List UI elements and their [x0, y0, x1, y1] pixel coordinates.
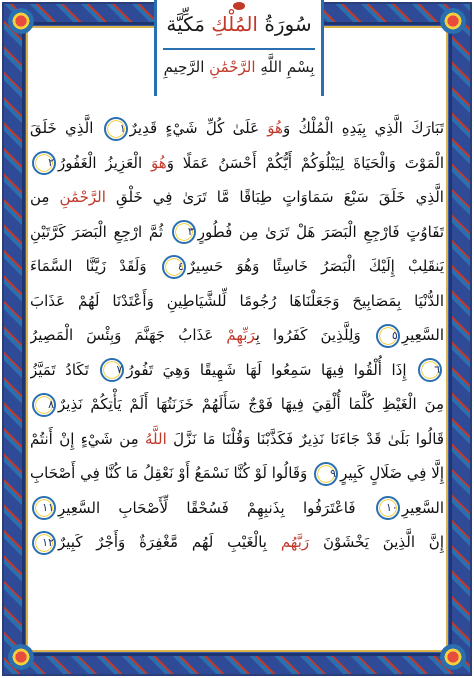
surah-type: مَكِّيَّة	[166, 12, 205, 36]
verse-text: السَّعِيرِ	[401, 326, 444, 344]
verse-text: الَّذِي خَلَقَ سَبْعَ سَمَاوَاتٍ طِبَاقًا مَّا تَرَىٰ فِي خَلْقِ	[105, 188, 444, 206]
verse-text: السَّعِيرِ	[401, 498, 444, 517]
verse-text: عَذَابُ جَهَنَّمَ وَبِئْسَ الْمَصِيرُ	[30, 326, 227, 344]
text-line	[30, 457, 444, 492]
verse-text: وَلَقَدْ زَيَّنَّا السَّمَاءَ	[30, 257, 160, 275]
corner-rosette-icon	[8, 8, 34, 34]
verse-text: تَفَاوُتٍ فَارْجِعِ الْبَصَرَ هَلْ تَرَىٰ مِن فُطُورٍ	[197, 222, 444, 241]
surah-name: المُلْكِ	[211, 12, 258, 36]
ayah-number-marker: ٨	[32, 393, 56, 417]
verse-text: عَلَىٰ كُلِّ شَيْءٍ قَدِيرٌ	[129, 119, 268, 137]
verse-text: ثُمَّ ارْجِعِ الْبَصَرَ كَرَّتَيْنِ	[30, 222, 170, 241]
text-line	[30, 423, 444, 458]
verse-text: الْمَوْتَ وَالْحَيَاةَ لِيَبْلُوَكُمْ أَيُّكُمْ أَحْسَنُ عَمَلًا وَ	[166, 153, 444, 172]
surah-title-prefix: سُورَةُ	[264, 12, 312, 36]
text-line	[30, 250, 444, 285]
text-line	[30, 181, 444, 216]
header-ornament-icon	[233, 2, 245, 10]
header-divider	[163, 48, 315, 50]
verse-text: مِنَ الْغَيْظِ كُلَّمَا أُلْقِيَ فِيهَا فَوْجٌ سَأَلَهُمْ خَزَنَتُهَا أَلَمْ يَأْتِكُمْ نَذِيرٌ	[58, 395, 444, 413]
corner-rosette-icon	[440, 8, 466, 34]
ayah-number-marker: ١٢	[32, 531, 56, 555]
text-line	[30, 216, 444, 251]
basmala-part1: بِسْمِ اللَّهِ	[260, 58, 315, 76]
verse-text: بِالْغَيْبِ لَهُم مَّغْفِرَةٌ وَأَجْرٌ كَبِيرٌ	[58, 533, 281, 551]
divine-name-text: اللَّهُ	[145, 429, 167, 448]
verse-text: الَّذِي خَلَقَ	[30, 119, 102, 137]
divine-name-text: رَبِّهِمْ	[226, 326, 256, 344]
verse-text: يَنقَلِبْ إِلَيْكَ الْبَصَرُ خَاسِئًا وَهُوَ حَسِيرٌ	[187, 257, 444, 275]
verse-text: إِذَا أُلْقُوا فِيهَا سَمِعُوا لَهَا شَهِيقًا وَهِيَ تَفُورُ	[126, 360, 417, 379]
ayah-number-marker: ٦	[418, 358, 442, 382]
divine-name-text: الرَّحْمَٰنِ	[59, 188, 106, 206]
verse-text: تَكَادُ تَمَيَّزُ	[30, 360, 99, 379]
text-line	[30, 285, 444, 320]
text-line	[30, 112, 444, 147]
ayah-number-marker: ١٠	[376, 496, 400, 520]
divine-name-text: هُوَ	[151, 153, 167, 172]
verse-text: إِلَّا فِي ضَلَالٍ كَبِيرٍ	[340, 464, 444, 482]
quran-text-body	[30, 112, 444, 648]
divine-name-text: هُوَ	[267, 119, 283, 137]
surah-title	[157, 12, 321, 36]
ayah-number-marker: ١	[104, 117, 128, 141]
verse-text: الدُّنْيَا بِمَصَابِيحَ وَجَعَلْنَاهَا رُجُومًا لِّلشَّيَاطِينِ وَأَعْتَدْنَا لَهُمْ عَذَابَ	[30, 291, 444, 310]
text-line	[30, 526, 444, 561]
verse-text: مِن شَيْءٍ إِنْ أَنتُمْ	[30, 429, 146, 448]
ayah-number-marker: ٥	[376, 324, 400, 348]
basmala-part2: الرَّحْمَٰنِ	[209, 58, 256, 76]
verse-text: الْعَزِيزُ الْغَفُورُ	[58, 153, 152, 172]
basmala	[157, 58, 321, 76]
divine-name-text: رَبَّهُم	[280, 533, 310, 551]
ayah-number-marker: ٩	[314, 462, 338, 486]
verse-text: إِنَّ الَّذِينَ يَخْشَوْنَ	[309, 533, 444, 551]
verse-text: مِن	[30, 188, 60, 206]
ayah-number-marker: ٧	[100, 358, 124, 382]
text-line	[30, 388, 444, 423]
text-line	[30, 492, 444, 527]
ayah-number-marker: ٢	[32, 151, 56, 175]
verse-text: تَبَارَكَ الَّذِي بِيَدِهِ الْمُلْكُ وَ	[282, 119, 444, 137]
verse-text: وَقَالُوا لَوْ كُنَّا نَسْمَعُ أَوْ نَعْقِلُ مَا كُنَّا فِي أَصْحَابِ	[30, 464, 313, 482]
basmala-part3: الرَّحِيمِ	[163, 58, 205, 76]
ayah-number-marker: ٤	[162, 255, 186, 279]
ayah-number-marker: ٣	[172, 220, 196, 244]
ayah-number-marker: ١١	[32, 496, 56, 520]
verse-text: قَالُوا بَلَىٰ قَدْ جَاءَنَا نَذِيرٌ فَكَذَّبْنَا وَقُلْنَا مَا نَزَّلَ	[166, 429, 444, 448]
surah-header	[154, 0, 324, 96]
verse-text: وَلِلَّذِينَ كَفَرُوا بِ	[255, 326, 374, 344]
verse-text: فَاعْتَرَفُوا بِذَنبِهِمْ فَسُحْقًا لِّأَصْحَابِ السَّعِيرِ	[58, 498, 374, 517]
text-line	[30, 319, 444, 354]
text-line	[30, 147, 444, 182]
text-line	[30, 354, 444, 389]
